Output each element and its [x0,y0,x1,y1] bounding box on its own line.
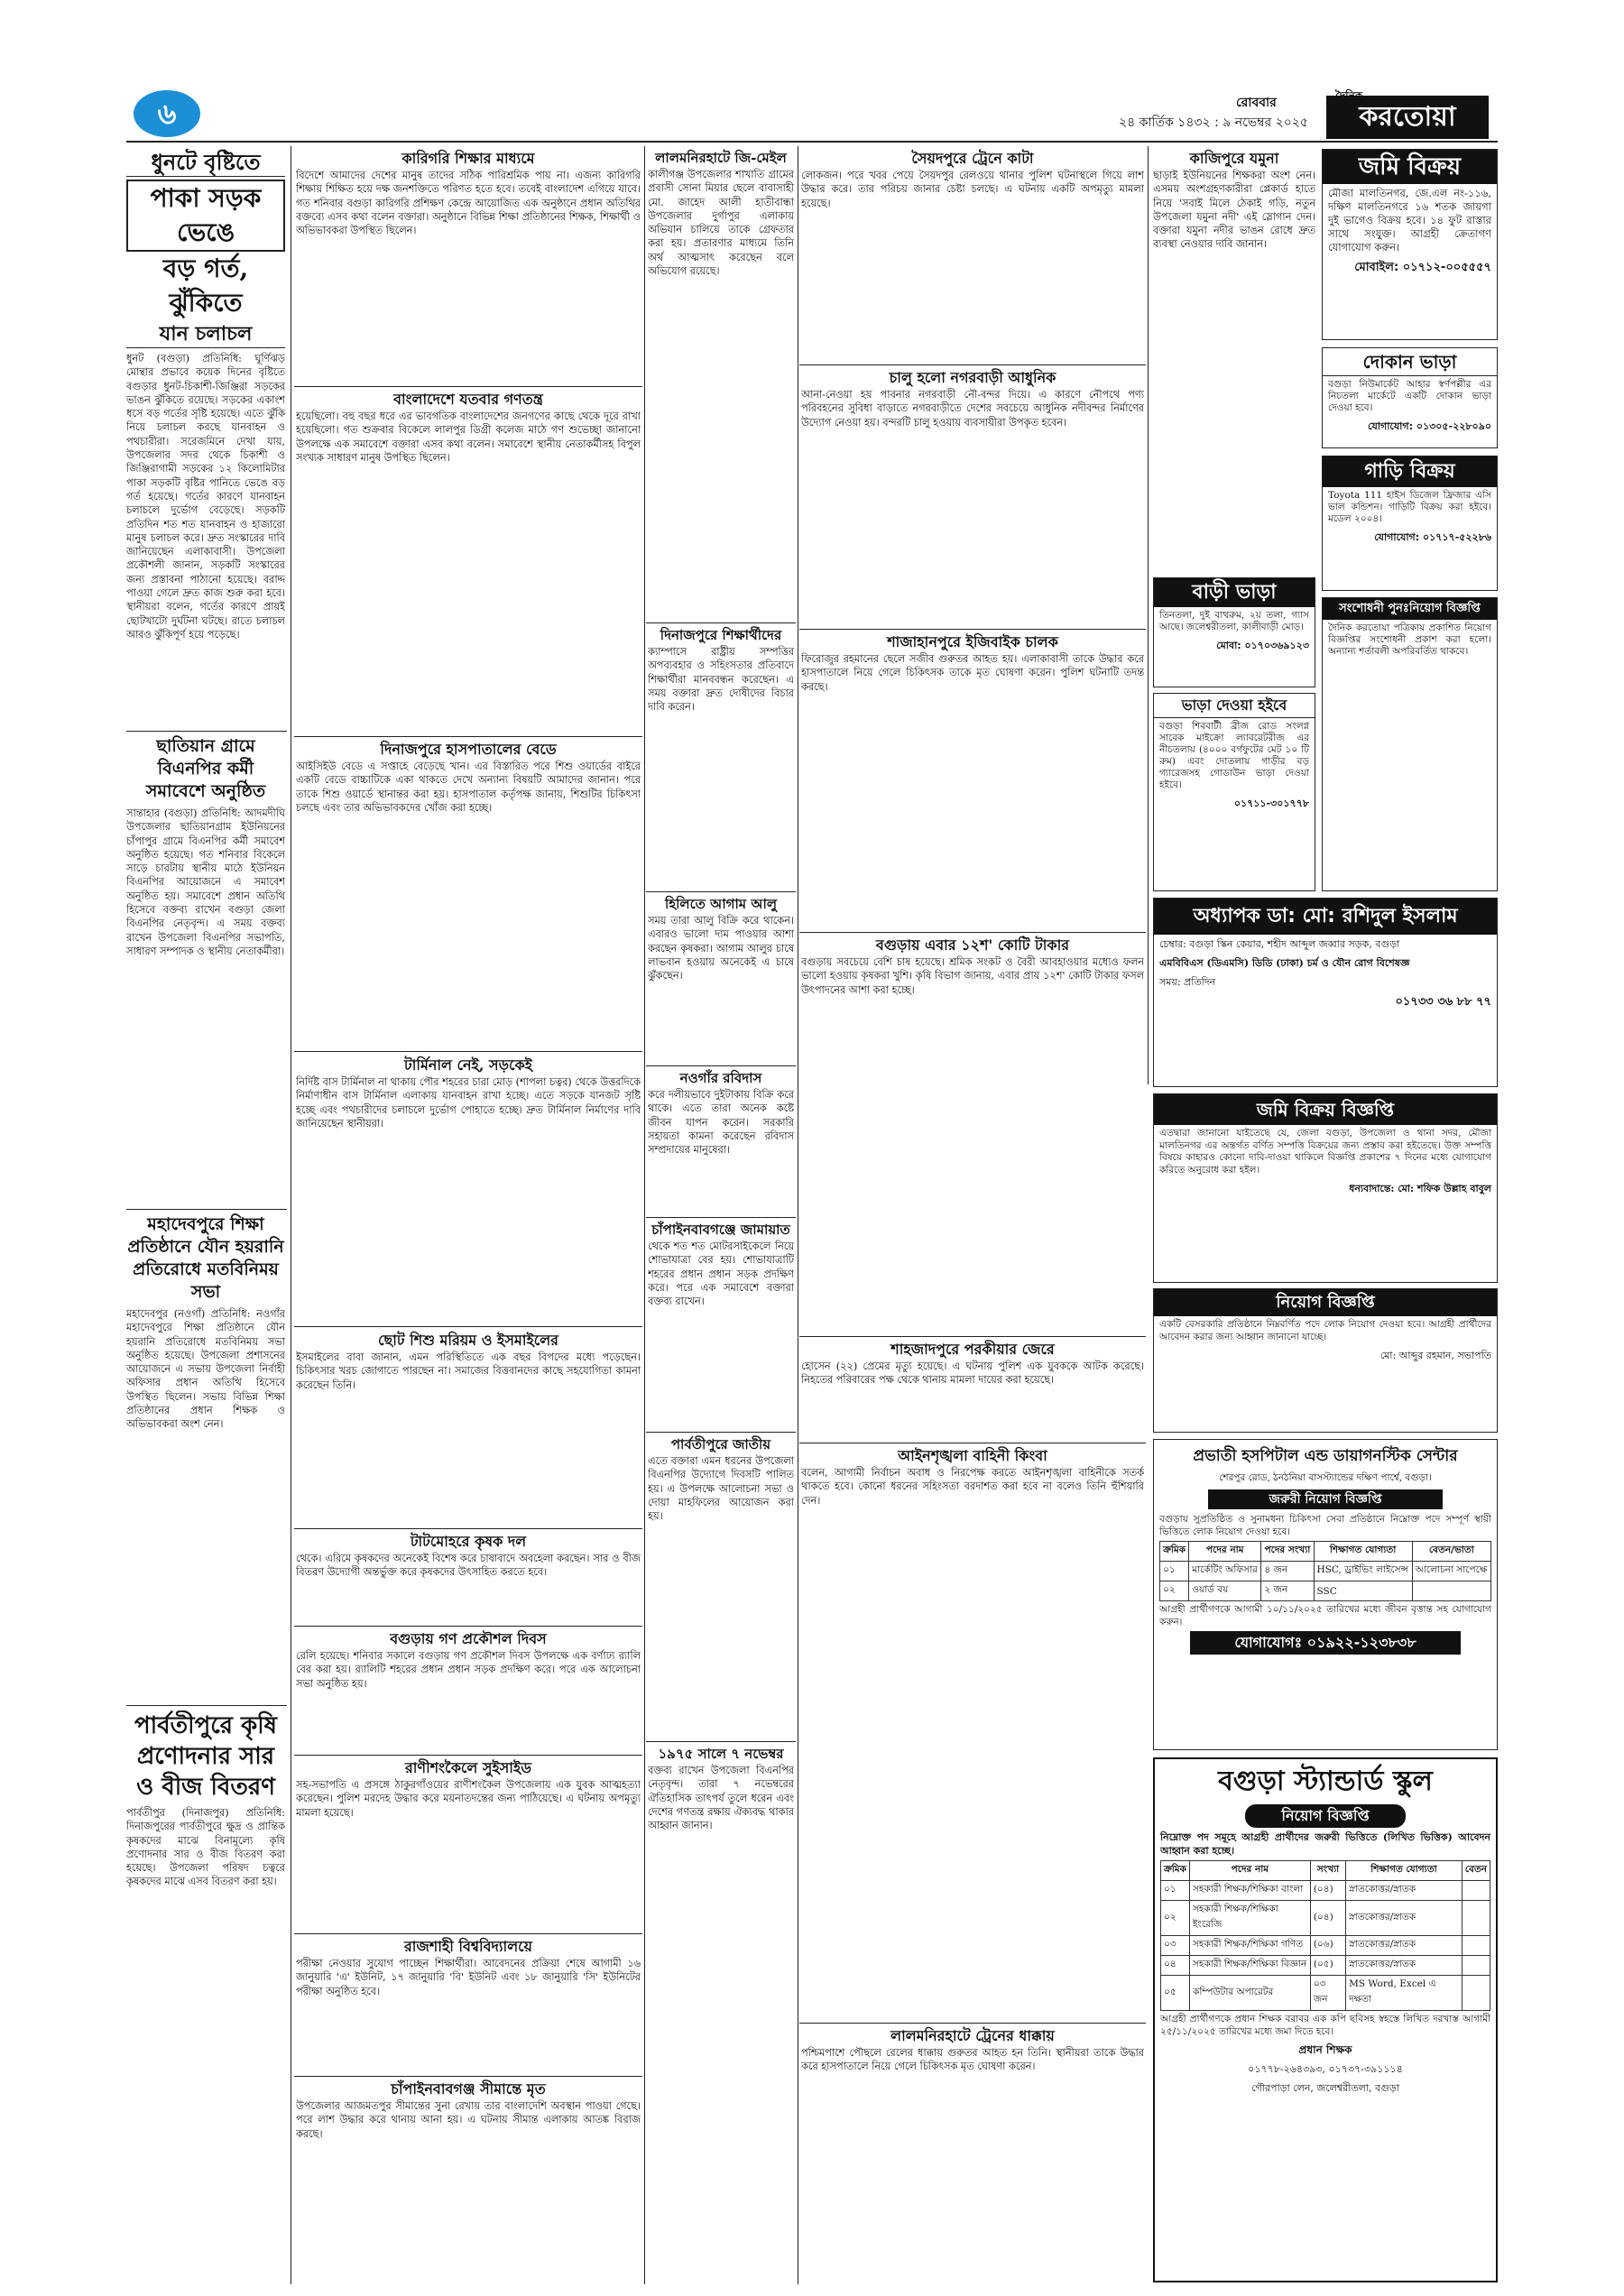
ad-house-rent [1153,577,1315,687]
headline: কারিগরি শিক্ষার মাধ্যমে [401,150,535,167]
ad-doctor [1153,898,1498,1087]
article-body: আইসিইউ বেডে এ সপ্তাহে বেড়েছে খান। এর বিস্তারিত পরে শিশু ওয়ার্ডের বাইরে একটি বেডে বাচ্চাটিকে একা থাকতে দেখে অন্যান্য বিষয়টি আমাদের জানান। পরে তাকে শিশু ওয়ার্ডে স্থানান্তর করা হয়। হাসপাতাল কর্তৃপক্ষ জানায়, শিশুটির চিকিৎসা চলছে এবং তার অভিভাবকদের খোঁজ করা হচ্ছে। [296,761,641,814]
headline: সৈয়দপুরে ট্রেনে কাটা [911,150,1034,167]
article-body: ইসমাইলের বাবা জানান, এমন পরিস্থিতিতে এক বছর বিপদের মধ্যে পড়েছেন। চিকিৎসার খরচ জোগাতে পারছেন না। সমাজের বিত্তবানদের কাছে সহযোগিতা কামনা করেছেন তিনি। [296,1351,641,1391]
ad-text: মৌজা মালতিনগর, জে.এল নং-১১৬, দক্ষিণ মালতিনগরে ১৬ শতক জায়গা দুই ভাগেও বিক্রয় হবে। ১৪ ফুট রাস্তার সাথে সংযুক্ত। আগ্রহী ক্রেতাগণ যোগাযোগ করুন। [1328,187,1491,254]
ad-title: নিয়োগ বিজ্ঞপ্তি [1154,1289,1497,1316]
table-cell [1462,1976,1490,2011]
article-rule [799,932,1146,933]
article-body: পশ্চিমপাশে পৌছলে রেলের ধাক্কায় গুরুতর আহত হন তিনি। স্থানীয়রা তাকে উদ্ধার করে হাসপাতালে নিয়ে গেলে চিকিৎসক মৃত ঘোষণা করেন। [801,2047,1144,2073]
article-body: আনা-নেওয়া হয় পাবনার নগরবাড়ী নৌ-বন্দর দিয়ে। এ কারণে নৌপথে পণ্য পরিবহনের সুবিধা বাড়াতে নগরবাড়ীতে দেশের সবচেয়ে আধুনিক নদীবন্দর নির্মাণের উদ্যোগ নেওয়া হয়। বন্দরটি চালু হওয়ায় ব্যবসায়ীরা উপকৃত হবেন। [801,389,1144,429]
ad-signer: প্রধান শিক্ষক [1298,2043,1352,2056]
table-cell [1412,1581,1490,1601]
table-cell: (০৪) [1310,1881,1345,1901]
table-cell: ০৫ [1161,1976,1190,2011]
headline: চাঁপাইনবাবগঞ্জ সীমান্তে মৃত [391,2080,546,2098]
ad-footer: আগ্রহী প্রার্থীগণকে প্রধান শিক্ষক বরাবর এক কপি ছবিসহ স্বহস্তে লিখিত দরখাস্ত আগামী ২৫/১১/২০২৫ তারিখের মধ্যে জমা দিতে হবে। [1160,2014,1490,2037]
ad-phone: যোগাযোগঃ ০১৯২২-১২৩৮৩৮ [1190,1631,1461,1655]
headline: শাজাহানপুরে ইজিবাইক চালক [887,633,1058,650]
article-rule [126,731,287,732]
article-rule [294,1933,642,1934]
table-header: ক্রমিক [1160,1542,1189,1562]
column-rule [644,146,645,2284]
ad-title: বাড়ী ভাড়া [1154,578,1315,607]
ad-text: একটি বেসরকারি প্রতিষ্ঠানে নিম্নবর্ণিত পদে লোক নিয়োগ দেওয়া হবে। আগ্রহী প্রার্থীদের আবেদন করার জন্য আহ্বান জানানো যাচ্ছে। [1159,1319,1491,1342]
headline: বড় গর্ত, ঝুঁকিতে [162,254,249,318]
article-body: সহ-সভাপতি এ প্রসঙ্গে ঠাকুরগাঁওয়ের রাণীশংকৈল উপজেলায় এক যুবক আত্মহত্যা করেছেন। পুলিশ মরদেহ উদ্ধার করে ময়নাতদন্তের জন্য পাঠিয়েছে। এ ঘটনায় অপমৃত্যু মামলা হয়েছে। [296,1779,641,1819]
article-farmers [296,1532,641,1622]
article-body: পরীক্ষা নেওয়ার সুযোগ পাচ্ছেন শিক্ষার্থীরা। আবেদনের প্রক্রিয়া শেষে আগামী ১৬ জানুয়ারি 'এ' ইউনিট, ১৭ জানুয়ারি 'বি' ইউনিট এবং ১৮ জানুয়ারি 'সি' ইউনিটের পরীক্ষা অনুষ্ঠিত হবে। [296,1958,641,1997]
headline: আইনশৃঙ্খলা বাহিনী কিংবা [898,1447,1047,1464]
table-cell: (০৬) [1310,1936,1345,1956]
article-body: ফিরোজুর রহমানের ছেলে সজীব গুরুতর আহত হয়। এলাকাবাসী তাকে উদ্ধার করে হাসপাতালে নিয়ে গেলে চিকিৎসক তাকে মৃত ঘোষণা করেন। পুলিশ ঘটনাটি তদন্ত করছে। [801,653,1144,693]
hospital-table [1159,1541,1491,1601]
ad-text: Toyota 111 হাইস ডিজেল ফ্রিজার এসি ভাল কন্ডিশন। গাড়িটি বিক্রয় করা হইবে। মডেল ২০০৪। [1328,490,1491,524]
headline: যান চলাচল [126,320,285,348]
table-cell: ০৩ জন [1310,1976,1345,2011]
article-rule [294,736,642,737]
article-body: কালীগঞ্জ উপজেলার শাখাতি গ্রামের প্রবাসী সোনা মিয়ার ছেলে বাবাসাহী মো. জাহেদ আলী হাতীবান্ধা উপজেলার দুর্গাপুর এলাকায় অভিযান চালিয়ে তাকে গ্রেফতার করা হয়। প্রতারণার মাধ্যমে তিনি অর্থ আত্মসাৎ করেছেন বলে অভিযোগ রয়েছে। [648,169,794,278]
article-body: মহাদেবপুর (নওগাঁ) প্রতিনিধি: নওগাঁর মহাদেবপুরে শিক্ষা প্রতিষ্ঠানে যৌন হয়রানি প্রতিরোধে মতবিনিময় সভা অনুষ্ঠিত হয়েছে। উপজেলা প্রশাসনের আয়োজনে এ সভায় উপজেলা নির্বাহী অফিসার প্রধান অতিথি হিসেবে উপস্থিত ছিলেন। সভায় বিভিন্ন শিক্ষা প্রতিষ্ঠানের প্রধান শিক্ষক ও অভিভাবকরা অংশ নেন। [126,1308,285,1431]
article-body: লোকজন। পরে খবর পেয়ে সৈয়দপুর রেলওয়ে থানার পুলিশ ঘটনাস্থলে গিয়ে লাশ উদ্ধার করে। তার পরিচয় জানার চেষ্টা চলছে। এ ঘটনায় একটি অপমৃত্যু মামলা হয়েছে। [801,170,1144,209]
article-suicide [296,1758,641,1930]
table-cell: ৪ জন [1261,1562,1314,1581]
article-rule [799,2023,1146,2024]
article-rule [646,622,796,623]
table-cell: HSC, ড্রাইভিং লাইসেন্স [1314,1562,1412,1581]
article-train-accident [801,2026,1144,2279]
article-rule [294,1528,642,1529]
headline: দিনাজপুরে হাসপাতালের বেডে [380,741,557,758]
article-law-enforcement [801,1446,1144,2019]
ad-school [1153,1757,1498,2282]
article-rabidas [648,1069,794,1213]
article-jamaat [648,1221,794,1428]
headline: চালু হলো নগরবাড়ী আধুনিক [889,369,1057,386]
headline: লালমনিরহাটে জি-মেইল [655,150,787,166]
article-rule [294,1326,642,1327]
article-body: ক্যাম্পাসে রাষ্ট্রীয় সম্পত্তির অপব্যবহার ও সহিংসতার প্রতিবাদে শিক্ষার্থীরা মানববন্ধন করেছেন। এ সময় বক্তারা দ্রুত দোষীদের বিচার দাবি করেন। [648,646,794,714]
table-cell: MS Word, Excel এ দক্ষতা [1346,1976,1463,2011]
article-students [648,626,794,888]
ad-phone: ০১৭৭৮-২৬৪৩৯৩, ০১৭৩৭-৩৯১১১৪ [1248,2063,1403,2075]
headline: ছাতিয়ান গ্রামে বিএনপির কর্মী সমাবেশে অনুষ্ঠিত [145,736,266,801]
article-democracy [296,390,641,733]
article-body: হোসেন (২২) প্রেমের মৃত্যু হয়েছে। এ ঘটনায় পুলিশ এক যুবককে আটক করেছে। নিহতের পরিবারের পক্ষ থেকে থানায় মামলা দায়ের করা হয়েছে। [801,1360,1144,1387]
table-row [1161,1901,1490,1936]
ad-phone: যোগাযোগ: ০১৩০৫-২২৮০৯০ [1368,420,1491,432]
headline: হিলিতে আগাম আলু [664,896,778,912]
table-header: শিক্ষাগত যোগ্যতা [1346,1861,1463,1881]
article-affair [801,1340,1144,1439]
article-body: থেকে শত শত মোটরসাইকেলে নিয়ে শোভাযাত্রা বের হয়। শোভাযাত্রাটি শহরের প্রধান প্রধান সড়ক প্রদক্ষিণ করে। পরে এক সমাবেশে বক্তারা বক্তব্য রাখেন। [648,1240,794,1308]
article-body: নির্দিষ্ট বাস টার্মিনাল না থাকায় পৌর শহরের চারা মোড় (শাপলা চত্বর) থেকে উত্তরদিকে নির্মাণাধীন বাস টার্মিনাল এলাকায় যানবাহন রাখা হচ্ছে। এতে সড়কে যানজট সৃষ্টি হচ্ছে এবং পথচারীদের চলাচলে দুর্ভোগ পোহাতে হচ্ছে। দ্রুত টার্মিনাল নির্মাণের দাবি জানিয়েছেন স্থানীয়রা। [296,1076,641,1130]
table-cell: সহকারী শিক্ষক/শিক্ষিকা ইংরেজি [1189,1901,1310,1936]
table-row [1161,1936,1490,1956]
table-row [1160,1562,1491,1581]
table-header: সংখ্যা [1310,1861,1345,1881]
ad-phone: যোগাযোগ: ০১৭১৭-৫২২৮৬ [1374,531,1491,543]
headline: শাহজাদপুরে পরকীয়ার জেরে [890,1341,1055,1358]
table-cell: ২ জন [1261,1581,1314,1601]
school-table [1160,1860,1490,2011]
ad-text: বগুড়ায় সুপ্রতিষ্ঠিত ও সুনামধন্য চিকিৎসা সেবা প্রতিষ্ঠানে নিম্নোক্ত পদে সম্পূর্ণ স্থায়ী ভিত্তিতে লোক নিয়োগ দেওয়া হবে। [1159,1514,1491,1537]
headline: চাঁপাইনবাবগঞ্জে জামায়াত [651,1222,790,1238]
article-rule [294,386,642,387]
headline: ১৯৭৫ সালে ৭ নভেম্বর [658,1746,784,1762]
table-cell: আলোচনা সাপেক্ষে [1412,1562,1490,1581]
headline: পার্বতীপুরে জাতীয় [670,1436,771,1452]
table-cell: (০৪) [1310,1901,1345,1936]
ad-footer: আগ্রহী প্রার্থীগণকে আগামী ১০/১১/২০২৫ তারিখের মধ্যে জীবন বৃত্তান্ত সহ যোগাযোগ করুন। [1159,1604,1491,1627]
ad-signature: মো: আব্দুর রহমান, সভাপতি [1379,1350,1491,1361]
table-cell: ০৩ [1161,1936,1190,1956]
table-row [1161,1976,1490,2011]
article-body: রেলি হয়েছে। শনিবার সকালে বগুড়ায় গণ প্রকৌশল দিবস উপলক্ষে এক বর্ণাঢ্য র‍্যালি বের করা হয়। র‍্যালিটি শহরের প্রধান প্রধান সড়ক প্রদক্ষিণ করে। পরে এক আলোচনা সভা অনুষ্ঠিত হয়। [296,1650,641,1690]
headline: মহাদেবপুরে শিক্ষা প্রতিষ্ঠানে যৌন হয়রানি প্রতিরোধে মতবিনিময় সভা [127,1214,284,1302]
table-cell: ০৪ [1161,1956,1190,1976]
headline: রাণীশংকৈলে সুইসাইড [404,1759,532,1776]
headline: নওগাঁর রবিদাস [679,1070,762,1086]
table-row [1161,1956,1490,1976]
article-body: উপজেলার আজমতপুর সীমান্তের সুনা রেখায় তার বাংলাদেশি অবস্থান পাওয়া গেছে। পরে লাশ উদ্ধার করে থানায় আনা হয়। এ ঘটনায় সীমান্ত এলাকায় আতঙ্ক বিরাজ করছে। [296,2100,641,2140]
table-cell: ০১ [1161,1881,1190,1901]
table-cell: সহকারী শিক্ষক/শিক্ষিকা বাংলা [1189,1881,1310,1901]
table-cell: ওয়ার্ড বয় [1189,1581,1261,1601]
ad-rent-notice [1153,693,1315,891]
headline: লালমনিরহাটে ট্রেনের ধাক্কায় [890,2027,1055,2044]
ad-signature: ধন্যবাদান্তে: মো: শফিক উল্লাহ বাবুল [1349,1183,1491,1194]
ad-text: দৈনিক করতোয়া পত্রিকায় প্রকাশিত নিয়োগ বিজ্ঞপ্তির সংশোধনী প্রকাশ করা হলো। অন্যান্য শর্তাবলী অপরিবর্তিত থাকবে। [1328,622,1491,657]
table-header: ক্রমিক [1161,1861,1190,1881]
logo-main: করতোয়া [1326,96,1489,139]
ad-phone: ০১৭১১-৩০১৭৭৮ [1233,798,1309,809]
table-cell: স্নাতকোত্তর/স্নাতক [1346,1901,1463,1936]
masthead-rule [126,141,1498,143]
table-row [1161,1881,1490,1901]
article-rule [799,629,1146,630]
table-row [1160,1581,1491,1601]
ad-text: তিনতলা, দুই বাথরুম, ২য় তলা, গ্যাস আছে। জলেশ্বরীতলা, কালীবাড়ী মোড়। [1159,610,1309,632]
article-harassment-meeting [126,1213,285,1701]
headline: বগুড়ায় এবার ১২শ' কোটি টাকার [875,936,1070,954]
article-train-cut [801,149,1144,361]
table-cell: SSC [1314,1581,1412,1601]
article-rajshahi-university [296,1937,641,2072]
article-bnp-rally [126,735,285,1204]
table-cell: স্নাতকোত্তর/স্নাতক [1346,1956,1463,1976]
headline: ধুনটে বৃষ্টিতে [126,149,285,177]
headline: পার্বতীপুরে কৃষি প্রণোদনার সার ও বীজ বিতরণ [134,1712,278,1801]
article-body: করে দলীয়ভাবে দুইটাকায় বিক্রি করে থাকে। এতে তারা অনেক কষ্টে জীবন যাপন করেন। সরকারি সহায়তা কামনা করেছেন রবিদাস সম্প্রদায়ের মানুষেরা। [648,1089,794,1157]
ad-title: অধ্যাপক ডা: মো: রশিদুল ইসলাম [1154,899,1497,935]
ad-land-sale [1322,149,1498,340]
headline: রাজশাহী বিশ্ববিদ্যালয়ে [404,1938,532,1955]
table-header-row [1161,1861,1490,1881]
ad-car-sale [1322,456,1498,591]
table-header: শিক্ষাগত যোগ্যতা [1314,1542,1412,1562]
ad-intro: নিম্নোক্ত পদ সমূহে আগ্রহী প্রার্থীদের জরুরী ভিত্তিতে (লিখিত ভিত্তিক) আবেদন আহ্বান করা হচ্ছে। [1160,1831,1490,1857]
headline: দিনাজপুরে শিক্ষার্থীদের [660,627,782,643]
article-body: বগুড়ায় সবচেয়ে বেশি চাষ হয়েছে। শ্রমিক সংকট ও বৈরী আবহাওয়ার মধ্যেও ফলন ভালো হওয়ায় কৃষকরা খুশি। কৃষি বিভাগ জানায়, এবার প্রায় ১২শ' কোটি টাকার ফসল উৎপাদনের আশা করা হচ্ছে। [801,956,1144,996]
article-potato [648,895,794,1062]
table-cell [1462,1881,1490,1901]
article-rule [294,1626,642,1627]
table-header-row [1160,1542,1491,1562]
headline: কাজিপুরে যমুনা [1189,150,1279,167]
hospital-subtitle: জরুরী নিয়োগ বিজ্ঞপ্তি [1208,1489,1443,1509]
article-nagarbari-port [801,368,1144,625]
table-cell: সহকারী শিক্ষক/শিক্ষিকা গণিত [1189,1936,1310,1956]
article-body: হয়েছিলো। বহু বছর ধরে এর ভাবগতিক বাংলাদেশের জনগণের কাছে থেকে দূরে রাখা হয়েছিলো। গত শুক্রবার বিকেলে লালপুর ডিগ্রী কলেজ মাঠে গণ শুভেচ্ছা জানানো উপলক্ষে এক সমাবেশে বক্তারা এসব কথা বলেন। সমাবেশে স্থানীয় নেতাকর্মীসহ বিপুল সংখ্যক সাধারণ মানুষ উপস্থিত ছিলেন। [296,410,641,464]
article-body: এতে বক্তারা এমন ধরনের উপজেলা বিএনপির উদ্যোগে দিবসটি পালিত হয়। এ উপলক্ষে আলোচনা সভা ও দোয়া মাহফিলের আয়োজন করা হয়। [648,1455,794,1523]
article-body: সময় তারা আলু বিক্রি করে থাকেন। এবারও ভালো দাম পাওয়ার আশা করছেন কৃষকরা। আগাম আলুর চাষে লাভবান হওয়ায় অনেকেই এ চাষে ঝুঁকছেন। [648,915,794,982]
table-header: পদের নাম [1189,1542,1261,1562]
article-child-patients [296,1331,641,1525]
article-road-damage [126,149,285,726]
article-easybike-driver [801,632,1144,928]
table-cell: ০২ [1161,1901,1190,1936]
ad-shop-rent [1322,347,1498,448]
article-rule [646,1217,796,1218]
article-terminal [296,1056,641,1322]
article-body: পার্বতীপুর (দিনাজপুর) প্রতিনিধি: দিনাজপুরের পার্বতীপুরে ক্ষুদ্র ও প্রান্তিক কৃষকদের মাঝে বিনামূল্যে কৃষি প্রণোদনার সার ও বীজ বিতরণ করা হয়েছে। উপজেলা পরিষদ চত্বরে কৃষকদের মাঝে এসব বিতরণ করা হয়। [126,1807,285,1888]
article-rule [646,891,796,892]
ad-title: গাড়ি বিক্রয় [1323,456,1497,487]
table-cell: স্নাতকোত্তর/স্নাতক [1346,1936,1463,1956]
hospital-address: শেরপুর রোড, ঠনঠনিয়া বাসস্ট্যান্ডের দক্ষিণ পার্শ্বে, বগুড়া। [1219,1472,1432,1483]
ad-text: বগুড়া নিউমার্কেট আহার স্বর্ণপল্লীর এর নিচতলা মার্কেটে একটি দোকান ভাড়া দেওয়া হবে। [1328,379,1491,413]
ad-title: ভাড়া দেওয়া হইবে [1154,694,1315,718]
article-body: বলেন, আগামী নির্বাচন অবাধ ও নিরপেক্ষ করতে আইনশৃঙ্খলা বাহিনীকে সতর্ক থাকতে হবে। কোনো ধরনের সহিংসতা বরদাশত করা হবে না বলেও তিনি হুঁশিয়ারি দেন। [801,1467,1144,1507]
ad-title: জমি বিক্রয় বিজ্ঞপ্তি [1154,1094,1497,1125]
table-cell: মার্কেটিং অফিসার [1189,1562,1261,1581]
ad-title: প্রভাতী হসপিটাল এন্ড ডায়াগনস্টিক সেন্টার [1193,1447,1458,1465]
article-november-7 [648,1745,794,2282]
table-cell: ০২ [1160,1581,1189,1601]
table-cell [1462,1936,1490,1956]
doctor-degree: এমবিবিএস (ডিএমসি) ডিডি (ঢাকা) চর্ম ও যৌন রোগ বিশেষজ্ঞ [1159,957,1410,969]
article-body: সান্তাহার (বগুড়া) প্রতিনিধি: আদমদীঘি উপজেলার ছাতিয়ানগ্রাম ইউনিয়নের চাঁপাপুর গ্রামে বিএনপির কর্মী সমাবেশ অনুষ্ঠিত হয়েছে। গত শনিবার বিকেলে সাড়ে চারটায় স্থানীয় মাঠে ইউনিয়ন বিএনপির আয়োজনে এ সমাবেশ অনুষ্ঠিত হয়। সমাবেশে প্রধান অতিথি হিসেবে বক্তব্য রাখেন বগুড়া জেলা বিএনপির নেতৃবৃন্দ। এ সময় বক্তব্য রাখেন উপজেলা বিএনপির সভাপতি, সাধারণ সম্পাদক ও স্থানীয় নেতাকর্মীরা। [126,807,285,957]
ad-phone: মোবা: ০১৭০৩৬৯১২৩ [1216,640,1309,651]
article-body: বিদেশে আমাদের দেশের মানুষ তাদের সঠিক পারিশ্রমিক পায় না। এজন্য কারিগরি শিক্ষায় শিক্ষিত হয়ে দক্ষ জনশক্তিতে পরিণত হতে হবে। তবেই বাংলাদেশ এগিয়ে যাবে। গত শনিবার বগুড়া কারিগরি প্রশিক্ষণ কেন্দ্রে আয়োজিত এক অনুষ্ঠানে প্রধান অতিথির বক্তব্যে এসব কথা বলেন বক্তারা। অনুষ্ঠানে বিভিন্ন শিক্ষা প্রতিষ্ঠানের শিক্ষক, শিক্ষার্থী ও অভিভাবকরা উপস্থিত ছিলেন। [296,170,641,237]
article-body: থেকে। এরিমে কৃষকদের অনেকেই বিশেষ করে চাষাবাদে অবহেলা করছেন। সার ও বীজ বিতরণ উদ্যোগী অন্তর্ভুক্ত করে কৃষকদের উৎসাহিত করতে হবে। [296,1553,641,1579]
article-hospital-bed [296,740,641,1047]
ad-phone: ০১৭৩৩ ৩৬ ৮৮ ৭৭ [1395,995,1491,1009]
article-rule [294,2076,642,2077]
table-cell: স্নাতকোত্তর/স্নাতক [1346,1881,1463,1901]
article-border-death [296,2079,641,2282]
table-cell: (০৫) [1310,1956,1345,1976]
masthead-day: রোববার [1236,96,1277,110]
article-rule [799,1336,1146,1337]
ad-hospital [1153,1439,1498,1750]
table-header: পদের সংখ্যা [1261,1542,1314,1562]
table-cell: ০১ [1160,1562,1189,1581]
headline: বগুড়ায় গণ প্রকৌশল দিবস [390,1630,547,1647]
table-cell [1462,1901,1490,1936]
headline: পাকা সড়ক ভেঙে [126,180,285,252]
article-rule [646,1065,796,1066]
article-rule [646,1432,796,1433]
headline: বাংলাদেশে যতবার গণতন্ত্র [393,391,543,408]
table-header: পদের নাম [1189,1861,1310,1881]
school-subtitle: নিয়োগ বিজ্ঞপ্তি [1245,1804,1406,1828]
article-rule [646,1741,796,1742]
table-cell: সহকারী শিক্ষক/শিক্ষিকা বিজ্ঞান [1189,1956,1310,1976]
ad-address: গৌরপাড়া লেন, জলেশ্বরীতলা, বগুড়া [1251,2082,1399,2094]
article-rule [126,1209,287,1210]
ad-correction [1322,597,1498,891]
table-cell [1462,1956,1490,1976]
article-rule [799,364,1146,365]
table-header: বেতন/ভাতা [1412,1542,1490,1562]
ad-title: জমি বিক্রয় [1323,150,1497,184]
ad-title: দোকান ভাড়া [1323,348,1497,376]
doctor-chamber: চেম্বার: বগুড়া স্কিন কেয়ার, শহীদ আব্দুল জব্বার সড়ক, বগুড়া [1159,938,1400,950]
article-rule [126,1705,287,1706]
article-technical-education [296,149,641,382]
article-body: ধুনট (বগুড়া) প্রতিনিধি: ঘূর্ণিঝড় মোন্থার প্রভাবে কয়েক দিনের বৃষ্টিতে বগুড়ার ধুনট-চিকাশী-জিঞ্জিরা সড়কের ভাঙন ঝুঁকিতে রয়েছে। সড়কের একাংশ ধসে বড় গর্তের সৃষ্টি হয়েছে। এতে ঝুঁকি নিয়ে চলাচল করছে যানবাহন ও পথচারীরা। সরেজমিনে দেখা যায়, উপজেলার সদর থেকে চিকাশী ও জিঞ্জিরাগামী সড়কের ১২ কিলোমিটার পাকা সড়কটি বৃষ্টির পানিতে ভেঙে বড় গর্ত হয়েছে। গর্তের কারণে যানবাহন চলাচলে দুর্ভোগ বেড়েছে। সড়কটি প্রতিদিন শত শত যানবাহন ও হাজারো মানুষ চলাচল করে। দ্রুত সংস্কারের দাবি জানিয়েছেন এলাকাবাসী। উপজেলা প্রকৌশলী জানান, সড়কটি সংস্কারের জন্য প্রস্তাবনা পাঠানো হয়েছে। বরাদ্দ পাওয়া গেলে দ্রুত কাজ শুরু করা হবে। স্থানীয়রা বলেন, গর্তের কারণে প্রায়ই ছোটখাটো দুর্ঘটনা ঘটছে। রাতে চলাচল আরও ঝুঁকিপূর্ণ হয়ে পড়েছে। [126,353,285,641]
ad-text: বগুড়া শিববাটী ব্রীজ রোড সংলগ্ন সাবেক মাইক্রো ল্যাবরেটরীজ এর নীচতলায় (৪০০০ বর্গফুটের মেট ১০ টি রুম) এবং দোতলায় গাড়ীর বড় গ্যারেজসহ গোডাউন ভাড়া দেওয়া হইবে। [1159,721,1309,790]
article-body: বক্তব্য রাখেন উপজেলা বিএনপির নেতৃবৃন্দ। তারা ৭ নভেম্বরের ঐতিহাসিক তাৎপর্য তুলে ধরেন এবং দেশের গণতন্ত্র রক্ষায় ঐক্যবদ্ধ থাকার আহ্বান জানান। [648,1765,794,1832]
article-body: ছাড়াই ইউনিয়নের শিক্ষকরা অংশ নেন। এসময় অংশগ্রহণকারীরা প্লেকার্ড হাতে নিয়ে 'সবাই মিলে ঠেকাই গড়ি, নতুন উপজেলা যমুনা নদী' এই স্লোগান দেন। বক্তারা যমুনা নদীর ভাঙন রোধে দ্রুত ব্যবস্থা নেওয়ার দাবি জানান। [1153,170,1315,251]
ad-text: এতদ্বারা জানানো যাইতেছে যে, জেলা বগুড়া, উপজেলা ও থানা সদর, মৌজা মালতিনগর এর অন্তর্গত বর্ণিত সম্পত্তি বিক্রয়ের জন্য প্রস্তাব করা হইতেছে। উক্ত সম্পত্তি বিষয়ে কাহারও কোনো দাবি-দাওয়া থাকিলে বিজ্ঞপ্তি প্রকাশের ৭ দিনের মধ্যে যোগাযোগ করিতে অনুরোধ করা হইল। [1159,1128,1491,1176]
headline: টার্মিনাল নেই, সড়কেই [404,1056,532,1074]
article-fertilizer [126,1710,285,2279]
article-rule [294,1755,642,1756]
masthead-date: ২৪ কার্তিক ১৪৩২ : ৯ নভেম্বর ২০২৫ [1119,115,1308,130]
article-rule [294,1051,642,1052]
ad-phone: মোবাইল: ০১৭১২-০০৫৫৫৭ [1354,261,1491,274]
ad-job-notice [1153,1288,1498,1433]
article-jamuna [1153,149,1315,573]
ad-title: বগুড়া স্ট্যান্ডার্ড স্কুল [1218,1766,1433,1797]
headline: টাটমোহরে কৃষক দল [410,1533,527,1550]
page-number-badge: ৬ [134,90,200,137]
column-rule [1148,146,1149,1084]
article-engineering-day [296,1629,641,1751]
doctor-time: সময়: প্রতিদিন [1159,976,1216,988]
article-crop-value [801,936,1144,1332]
ad-land-notice [1153,1093,1498,1283]
article-parbatipur-national [648,1435,794,1738]
table-header: বেতন [1462,1861,1490,1881]
headline: ছোট শিশু মরিয়ম ও ইসমাইলের [378,1332,558,1349]
ad-title: সংশোধনী পুনঃনিয়োগ বিজ্ঞপ্তি [1323,598,1497,620]
table-cell: কম্পিউটার অপারেটর [1189,1976,1310,2011]
article-gmail [648,149,794,618]
